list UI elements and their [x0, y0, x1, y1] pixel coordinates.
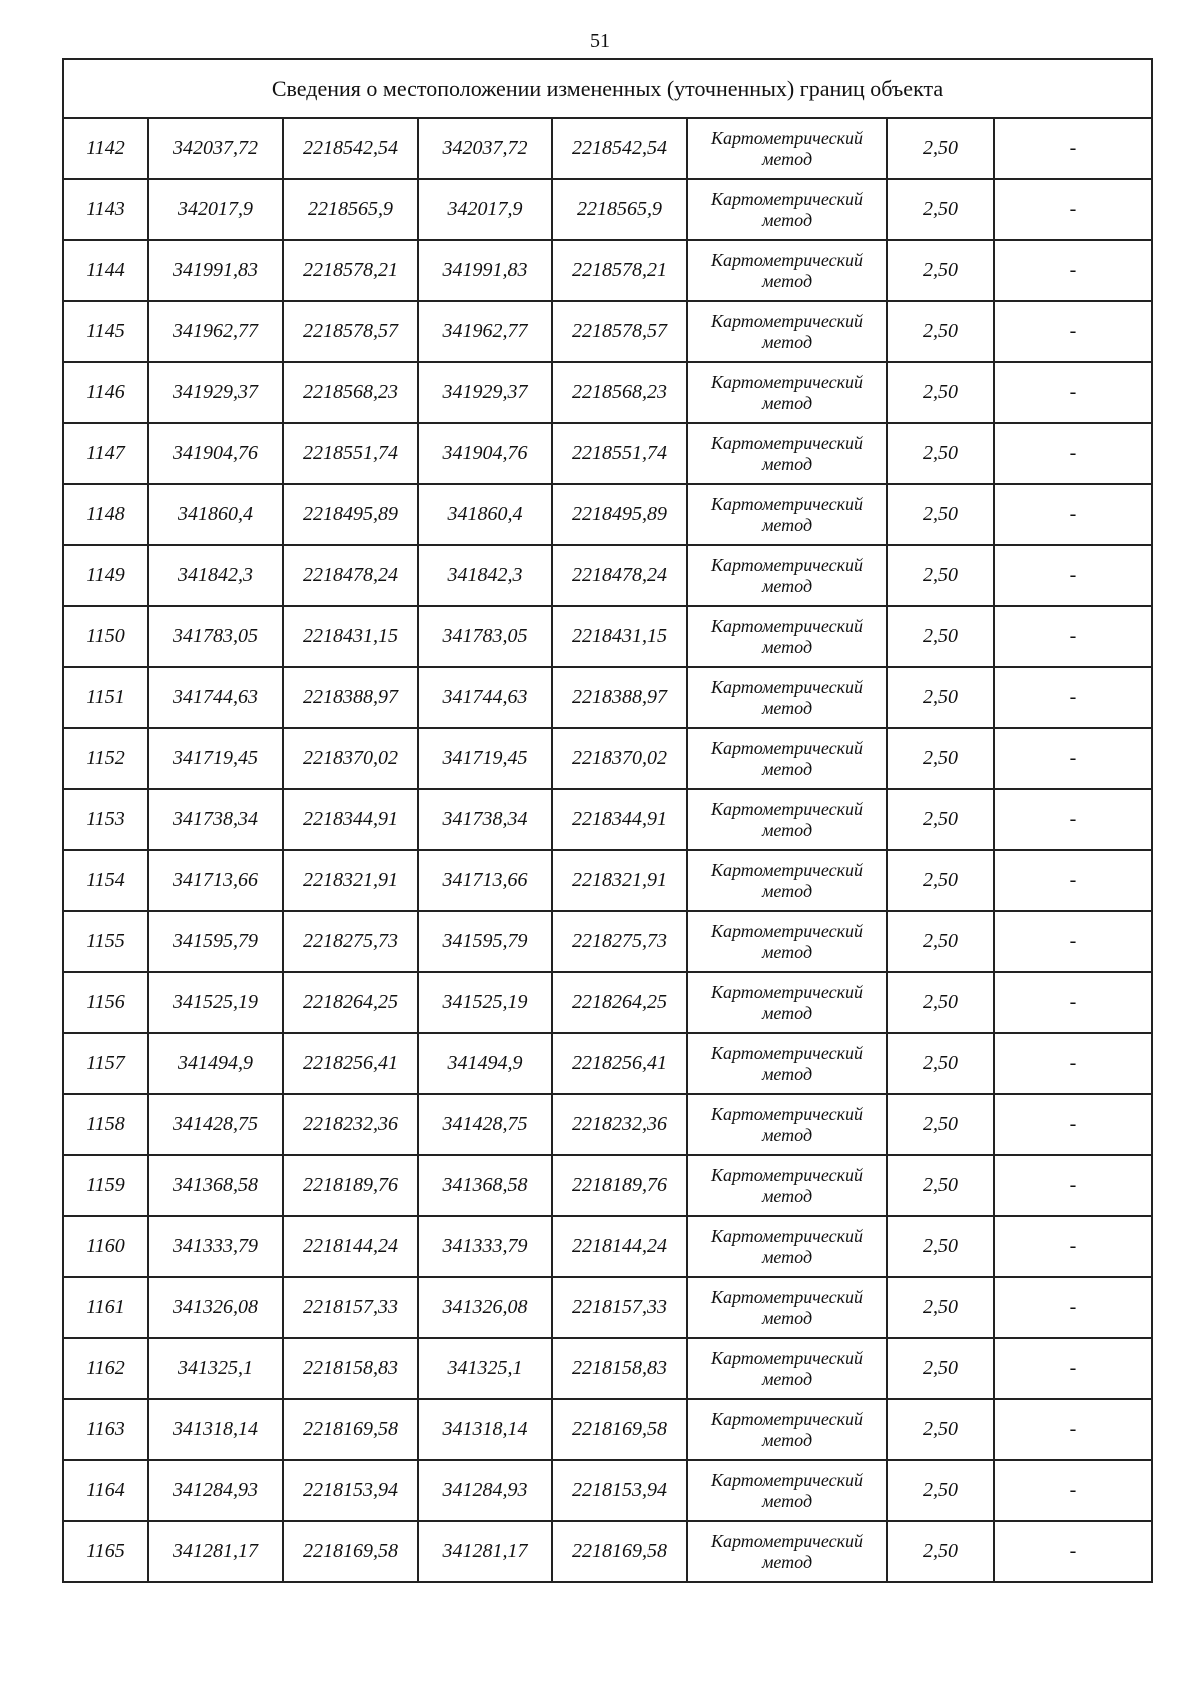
table-row: [63, 179, 1152, 240]
y-existing-cell: 2218232,36: [283, 1094, 418, 1155]
precision-cell: 2,50: [887, 423, 994, 484]
x-existing-cell: 342017,9: [148, 179, 283, 240]
point-number-cell: 1146: [63, 362, 148, 423]
table-row: [63, 789, 1152, 850]
point-number-cell: 1150: [63, 606, 148, 667]
y-existing-cell: 2218565,9: [283, 179, 418, 240]
method-cell: [687, 423, 887, 484]
method-cell: [687, 667, 887, 728]
x-new-cell: 342037,72: [418, 118, 552, 179]
y-new-cell: 2218578,21: [552, 240, 687, 301]
y-existing-cell: 2218551,74: [283, 423, 418, 484]
precision-cell: 2,50: [887, 728, 994, 789]
y-new-cell: 2218344,91: [552, 789, 687, 850]
method-line-1: Картометрический: [710, 127, 863, 148]
method-line-2: метод: [761, 1368, 813, 1389]
y-new-cell: 2218321,91: [552, 850, 687, 911]
method-line-1: Картометрический: [710, 1103, 863, 1124]
x-new-cell: 341783,05: [418, 606, 552, 667]
point-number-cell: 1155: [63, 911, 148, 972]
x-existing-cell: 341333,79: [148, 1216, 283, 1277]
method-line-2: метод: [761, 1429, 813, 1450]
x-new-cell: 341284,93: [418, 1460, 552, 1521]
precision-cell: 2,50: [887, 362, 994, 423]
precision-cell: 2,50: [887, 667, 994, 728]
table-row: [63, 911, 1152, 972]
y-new-cell: 2218169,58: [552, 1399, 687, 1460]
method-line-2: метод: [761, 1490, 813, 1511]
table-row: [63, 972, 1152, 1033]
point-number-cell: 1142: [63, 118, 148, 179]
description-cell: -: [994, 728, 1152, 789]
point-number-cell: 1147: [63, 423, 148, 484]
point-number-cell: 1163: [63, 1399, 148, 1460]
x-new-cell: 341428,75: [418, 1094, 552, 1155]
method-line-1: Картометрический: [710, 310, 863, 331]
method-line-2: метод: [761, 636, 813, 657]
table-row: [63, 1460, 1152, 1521]
table-body: [63, 59, 1152, 1582]
method-line-1: Картометрический: [710, 1042, 863, 1063]
y-existing-cell: 2218568,23: [283, 362, 418, 423]
precision-cell: 2,50: [887, 606, 994, 667]
y-new-cell: 2218478,24: [552, 545, 687, 606]
point-number-cell: 1159: [63, 1155, 148, 1216]
method-line-2: метод: [761, 209, 813, 230]
y-existing-cell: 2218578,21: [283, 240, 418, 301]
table-row: [63, 1338, 1152, 1399]
y-new-cell: 2218275,73: [552, 911, 687, 972]
x-existing-cell: 341783,05: [148, 606, 283, 667]
table-row: [63, 1216, 1152, 1277]
x-existing-cell: 341991,83: [148, 240, 283, 301]
precision-cell: 2,50: [887, 240, 994, 301]
description-cell: -: [994, 1155, 1152, 1216]
method-line-2: метод: [761, 453, 813, 474]
method-cell: [687, 1155, 887, 1216]
method-line-1: Картометрический: [710, 920, 863, 941]
description-cell: -: [994, 1521, 1152, 1582]
x-new-cell: 341595,79: [418, 911, 552, 972]
description-cell: -: [994, 606, 1152, 667]
method-line-2: метод: [761, 331, 813, 352]
x-new-cell: 341744,63: [418, 667, 552, 728]
description-cell: -: [994, 118, 1152, 179]
precision-cell: 2,50: [887, 972, 994, 1033]
method-cell: [687, 1216, 887, 1277]
precision-cell: 2,50: [887, 118, 994, 179]
y-new-cell: 2218565,9: [552, 179, 687, 240]
method-cell: [687, 789, 887, 850]
x-existing-cell: 341738,34: [148, 789, 283, 850]
precision-cell: 2,50: [887, 301, 994, 362]
y-existing-cell: 2218344,91: [283, 789, 418, 850]
method-line-1: Картометрический: [710, 1286, 863, 1307]
x-existing-cell: 341326,08: [148, 1277, 283, 1338]
precision-cell: 2,50: [887, 789, 994, 850]
table-row: [63, 1399, 1152, 1460]
x-existing-cell: 341368,58: [148, 1155, 283, 1216]
precision-cell: 2,50: [887, 545, 994, 606]
description-cell: -: [994, 1460, 1152, 1521]
table-row: [63, 362, 1152, 423]
precision-cell: 2,50: [887, 1277, 994, 1338]
point-number-cell: 1145: [63, 301, 148, 362]
y-existing-cell: 2218264,25: [283, 972, 418, 1033]
method-cell: [687, 484, 887, 545]
y-existing-cell: 2218157,33: [283, 1277, 418, 1338]
y-existing-cell: 2218158,83: [283, 1338, 418, 1399]
method-cell: [687, 1399, 887, 1460]
y-new-cell: 2218232,36: [552, 1094, 687, 1155]
precision-cell: 2,50: [887, 1094, 994, 1155]
precision-cell: 2,50: [887, 179, 994, 240]
table-title: Сведения о местоположении измененных (уточненных) границ объекта: [63, 59, 1152, 118]
x-existing-cell: 342037,72: [148, 118, 283, 179]
precision-cell: 2,50: [887, 1155, 994, 1216]
x-new-cell: 341326,08: [418, 1277, 552, 1338]
method-cell: [687, 1338, 887, 1399]
point-number-cell: 1153: [63, 789, 148, 850]
y-existing-cell: 2218370,02: [283, 728, 418, 789]
method-cell: [687, 240, 887, 301]
y-new-cell: 2218189,76: [552, 1155, 687, 1216]
method-line-1: Картометрический: [710, 1530, 863, 1551]
method-line-1: Картометрический: [710, 859, 863, 880]
x-new-cell: 341842,3: [418, 545, 552, 606]
table-row: [63, 484, 1152, 545]
table-row: [63, 667, 1152, 728]
x-existing-cell: 341842,3: [148, 545, 283, 606]
method-line-2: метод: [761, 1551, 813, 1572]
table-row: [63, 728, 1152, 789]
point-number-cell: 1144: [63, 240, 148, 301]
method-line-2: метод: [761, 1307, 813, 1328]
method-line-2: метод: [761, 1002, 813, 1023]
y-new-cell: 2218542,54: [552, 118, 687, 179]
x-new-cell: 341318,14: [418, 1399, 552, 1460]
description-cell: -: [994, 789, 1152, 850]
x-new-cell: 341719,45: [418, 728, 552, 789]
method-line-1: Картометрический: [710, 798, 863, 819]
x-new-cell: 341713,66: [418, 850, 552, 911]
point-number-cell: 1143: [63, 179, 148, 240]
method-line-1: Картометрический: [710, 493, 863, 514]
method-cell: [687, 1460, 887, 1521]
table-row: [63, 1277, 1152, 1338]
point-number-cell: 1149: [63, 545, 148, 606]
y-new-cell: 2218568,23: [552, 362, 687, 423]
x-existing-cell: 341962,77: [148, 301, 283, 362]
method-line-1: Картометрический: [710, 615, 863, 636]
x-new-cell: 341991,83: [418, 240, 552, 301]
method-cell: [687, 606, 887, 667]
point-number-cell: 1164: [63, 1460, 148, 1521]
description-cell: -: [994, 911, 1152, 972]
y-new-cell: 2218388,97: [552, 667, 687, 728]
x-new-cell: 341904,76: [418, 423, 552, 484]
x-new-cell: 341962,77: [418, 301, 552, 362]
y-existing-cell: 2218478,24: [283, 545, 418, 606]
table-row: [63, 1033, 1152, 1094]
x-new-cell: 341325,1: [418, 1338, 552, 1399]
x-new-cell: 341929,37: [418, 362, 552, 423]
description-cell: -: [994, 1399, 1152, 1460]
description-cell: -: [994, 301, 1152, 362]
description-cell: -: [994, 545, 1152, 606]
precision-cell: 2,50: [887, 911, 994, 972]
description-cell: -: [994, 850, 1152, 911]
precision-cell: 2,50: [887, 1216, 994, 1277]
table-title-row: [63, 59, 1152, 118]
point-number-cell: 1148: [63, 484, 148, 545]
method-line-2: метод: [761, 270, 813, 291]
table-row: [63, 545, 1152, 606]
description-cell: -: [994, 1216, 1152, 1277]
precision-cell: 2,50: [887, 1521, 994, 1582]
table-row: [63, 301, 1152, 362]
point-number-cell: 1161: [63, 1277, 148, 1338]
method-line-1: Картометрический: [710, 981, 863, 1002]
description-cell: -: [994, 1094, 1152, 1155]
point-number-cell: 1156: [63, 972, 148, 1033]
point-number-cell: 1154: [63, 850, 148, 911]
precision-cell: 2,50: [887, 1460, 994, 1521]
x-existing-cell: 341744,63: [148, 667, 283, 728]
method-line-1: Картометрический: [710, 1347, 863, 1368]
method-cell: [687, 179, 887, 240]
y-existing-cell: 2218321,91: [283, 850, 418, 911]
method-cell: [687, 1521, 887, 1582]
description-cell: -: [994, 362, 1152, 423]
y-existing-cell: 2218388,97: [283, 667, 418, 728]
x-existing-cell: 341860,4: [148, 484, 283, 545]
point-number-cell: 1158: [63, 1094, 148, 1155]
method-line-2: метод: [761, 1185, 813, 1206]
x-new-cell: 341494,9: [418, 1033, 552, 1094]
method-line-1: Картометрический: [710, 1469, 863, 1490]
method-line-2: метод: [761, 1063, 813, 1084]
method-line-1: Картометрический: [710, 1164, 863, 1185]
method-line-2: метод: [761, 575, 813, 596]
method-line-1: Картометрический: [710, 554, 863, 575]
method-line-1: Картометрический: [710, 432, 863, 453]
y-new-cell: 2218169,58: [552, 1521, 687, 1582]
table-row: [63, 1521, 1152, 1582]
method-line-2: метод: [761, 1124, 813, 1145]
x-existing-cell: 341719,45: [148, 728, 283, 789]
method-cell: [687, 362, 887, 423]
method-cell: [687, 545, 887, 606]
point-number-cell: 1160: [63, 1216, 148, 1277]
method-line-1: Картометрический: [710, 676, 863, 697]
method-cell: [687, 728, 887, 789]
precision-cell: 2,50: [887, 1399, 994, 1460]
table-row: [63, 118, 1152, 179]
point-number-cell: 1157: [63, 1033, 148, 1094]
method-line-1: Картометрический: [710, 188, 863, 209]
point-number-cell: 1165: [63, 1521, 148, 1582]
description-cell: -: [994, 1277, 1152, 1338]
x-new-cell: 341860,4: [418, 484, 552, 545]
method-cell: [687, 118, 887, 179]
method-cell: [687, 850, 887, 911]
table-row: [63, 240, 1152, 301]
precision-cell: 2,50: [887, 850, 994, 911]
table-row: [63, 423, 1152, 484]
y-existing-cell: 2218495,89: [283, 484, 418, 545]
method-line-1: Картометрический: [710, 1408, 863, 1429]
method-line-2: метод: [761, 941, 813, 962]
precision-cell: 2,50: [887, 1033, 994, 1094]
y-new-cell: 2218144,24: [552, 1216, 687, 1277]
y-new-cell: 2218431,15: [552, 606, 687, 667]
description-cell: -: [994, 667, 1152, 728]
description-cell: -: [994, 240, 1152, 301]
method-cell: [687, 301, 887, 362]
y-new-cell: 2218264,25: [552, 972, 687, 1033]
method-line-1: Картометрический: [710, 1225, 863, 1246]
x-existing-cell: 341525,19: [148, 972, 283, 1033]
table-row: [63, 850, 1152, 911]
y-existing-cell: 2218169,58: [283, 1399, 418, 1460]
x-existing-cell: 341494,9: [148, 1033, 283, 1094]
page-number: 51: [590, 30, 610, 52]
x-existing-cell: 341428,75: [148, 1094, 283, 1155]
y-existing-cell: 2218189,76: [283, 1155, 418, 1216]
table-row: [63, 1155, 1152, 1216]
method-line-2: метод: [761, 880, 813, 901]
description-cell: -: [994, 1338, 1152, 1399]
y-new-cell: 2218158,83: [552, 1338, 687, 1399]
table-row: [63, 606, 1152, 667]
x-existing-cell: 341284,93: [148, 1460, 283, 1521]
method-line-2: метод: [761, 392, 813, 413]
point-number-cell: 1151: [63, 667, 148, 728]
method-line-2: метод: [761, 819, 813, 840]
y-existing-cell: 2218578,57: [283, 301, 418, 362]
x-new-cell: 341333,79: [418, 1216, 552, 1277]
point-number-cell: 1162: [63, 1338, 148, 1399]
method-line-1: Картометрический: [710, 249, 863, 270]
y-new-cell: 2218551,74: [552, 423, 687, 484]
x-existing-cell: 341595,79: [148, 911, 283, 972]
method-line-2: метод: [761, 758, 813, 779]
coordinates-table: [62, 58, 1153, 1583]
table-row: [63, 1094, 1152, 1155]
x-existing-cell: 341904,76: [148, 423, 283, 484]
y-new-cell: 2218157,33: [552, 1277, 687, 1338]
x-existing-cell: 341325,1: [148, 1338, 283, 1399]
description-cell: -: [994, 423, 1152, 484]
x-existing-cell: 341281,17: [148, 1521, 283, 1582]
y-existing-cell: 2218275,73: [283, 911, 418, 972]
x-new-cell: 341368,58: [418, 1155, 552, 1216]
y-existing-cell: 2218431,15: [283, 606, 418, 667]
method-cell: [687, 1094, 887, 1155]
x-existing-cell: 341929,37: [148, 362, 283, 423]
y-existing-cell: 2218542,54: [283, 118, 418, 179]
x-new-cell: 341738,34: [418, 789, 552, 850]
x-new-cell: 341525,19: [418, 972, 552, 1033]
method-cell: [687, 1033, 887, 1094]
y-new-cell: 2218495,89: [552, 484, 687, 545]
method-line-1: Картометрический: [710, 737, 863, 758]
precision-cell: 2,50: [887, 1338, 994, 1399]
description-cell: -: [994, 179, 1152, 240]
method-line-1: Картометрический: [710, 371, 863, 392]
y-new-cell: 2218256,41: [552, 1033, 687, 1094]
point-number-cell: 1152: [63, 728, 148, 789]
precision-cell: 2,50: [887, 484, 994, 545]
y-new-cell: 2218153,94: [552, 1460, 687, 1521]
method-line-2: метод: [761, 697, 813, 718]
x-existing-cell: 341318,14: [148, 1399, 283, 1460]
method-cell: [687, 911, 887, 972]
y-new-cell: 2218370,02: [552, 728, 687, 789]
y-existing-cell: 2218256,41: [283, 1033, 418, 1094]
y-existing-cell: 2218144,24: [283, 1216, 418, 1277]
method-line-2: метод: [761, 1246, 813, 1267]
method-cell: [687, 972, 887, 1033]
y-new-cell: 2218578,57: [552, 301, 687, 362]
method-cell: [687, 1277, 887, 1338]
method-line-2: метод: [761, 514, 813, 535]
description-cell: -: [994, 484, 1152, 545]
y-existing-cell: 2218169,58: [283, 1521, 418, 1582]
x-new-cell: 341281,17: [418, 1521, 552, 1582]
method-line-2: метод: [761, 148, 813, 169]
description-cell: -: [994, 1033, 1152, 1094]
x-existing-cell: 341713,66: [148, 850, 283, 911]
x-new-cell: 342017,9: [418, 179, 552, 240]
description-cell: -: [994, 972, 1152, 1033]
y-existing-cell: 2218153,94: [283, 1460, 418, 1521]
